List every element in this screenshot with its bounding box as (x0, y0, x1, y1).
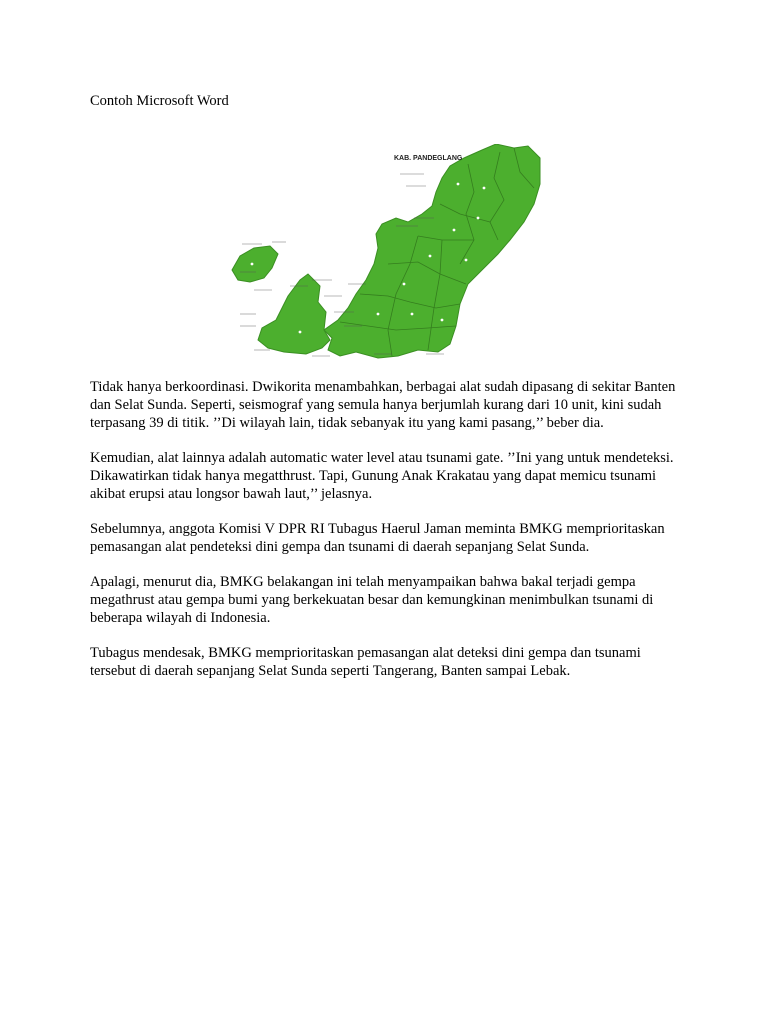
document-body (90, 378, 688, 697)
pandeglang-map-image (228, 144, 542, 362)
paragraph-4: Apalagi, menurut dia, BMKG belakangan ini telah menyampaikan bahwa bakal terjadi gempa megathrust atau gempa bumi yang berkekuatan besar dan kemungkinan menimbulkan tsunami di beberapa wilayah di Indonesia. (90, 574, 654, 626)
document-heading: Contoh Microsoft Word (90, 93, 229, 109)
paragraph-1: Tidak hanya berkoordinasi. Dwikorita menambahkan, berbagai alat sudah dipasang di sekitar Banten dan Selat Sunda. Seperti, seismograf yang semula hanya berjumlah kurang dari 10 unit, kini sudah terpasang 39 di titik. ’’Di wilayah lain, tidak sebanyak itu yang kami pasang,’’ beber dia. (90, 379, 676, 431)
island-region (232, 246, 278, 282)
map-title: KAB. PANDEGLANG (394, 155, 463, 162)
paragraph-2: Kemudian, alat lainnya adalah automatic water level atau tsunami gate. ’’Ini yang untuk mendeteksi. Dikawatirkan tidak hanya megatthrust. Tapi, Gunung Anak Krakatau yang dapat memicu tsunami akibat erupsi atau longsor bawah laut,’’ jelasnya. (90, 450, 674, 502)
paragraph-3: Sebelumnya, anggota Komisi V DPR RI Tubagus Haerul Jaman meminta BMKG memprioritaskan pemasangan alat pendeteksi dini gempa dan tsunami di daerah sepanjang Selat Sunda. (90, 521, 665, 555)
paragraph-5: Tubagus mendesak, BMKG memprioritaskan pemasangan alat deteksi dini gempa dan tsunami tersebut di daerah sepanjang Selat Sunda seperti Tangerang, Banten sampai Lebak. (90, 645, 641, 679)
